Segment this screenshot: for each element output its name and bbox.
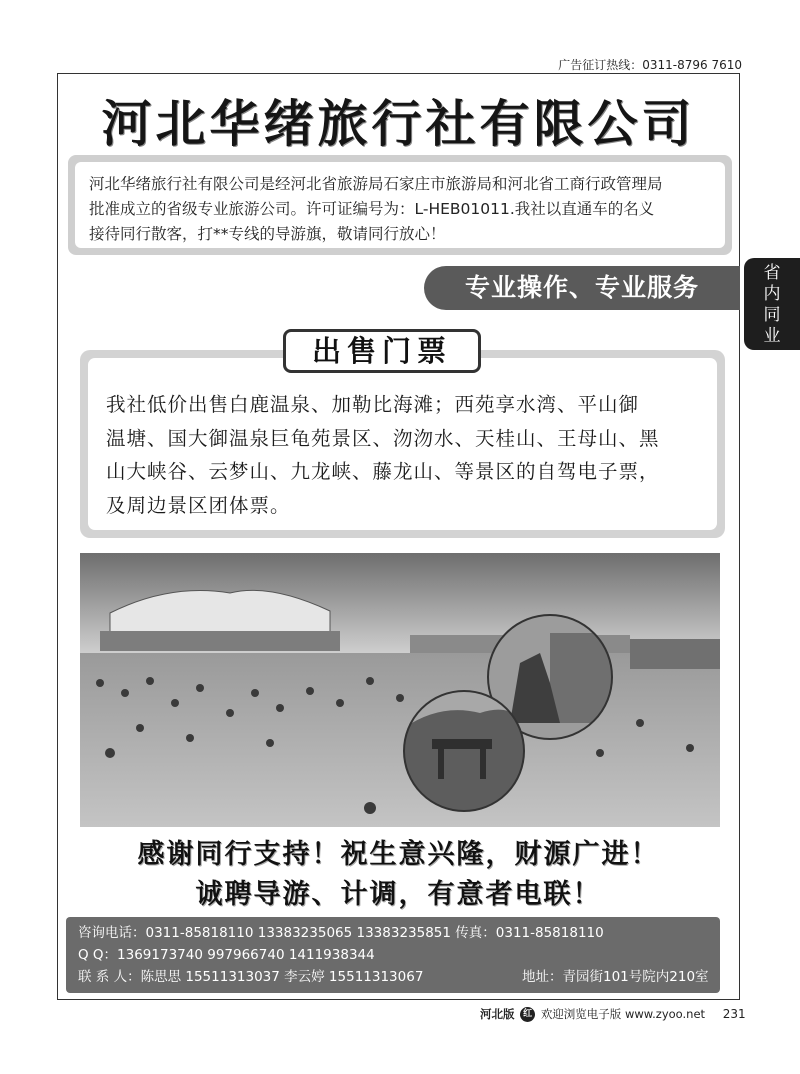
intro-line: 接待同行散客，打**专线的导游旗，敬请同行放心！ — [89, 225, 446, 243]
contact-panel — [66, 917, 720, 993]
ad-hotline: 广告征订热线：0311-8796 7610 — [558, 58, 742, 72]
intro-box — [68, 155, 732, 255]
slogan-banner: 专业操作、专业服务 — [424, 266, 740, 310]
ticket-line: 山大峡谷、云梦山、九龙峡、藤龙山、等景区的自驾电子票， — [106, 460, 660, 483]
recruit-line: 诚聘导游、计调，有意者电联！ — [195, 879, 602, 910]
qq-line: Q Q：1369173740 997966740 1411938344 — [78, 947, 375, 963]
thanks-line: 感谢同行支持！祝生意兴隆，财源广进！ — [137, 839, 660, 870]
phone-line: 咨询电话：0311-85818110 13383235065 13383235851 传真：0311-85818110 — [78, 925, 604, 941]
intro-line: 河北华绪旅行社有限公司是经河北省旅游局石家庄市旅游局和河北省工商行政管理局 — [89, 175, 663, 193]
side-tab-char: 同 — [763, 305, 781, 325]
thanks-message — [57, 835, 740, 915]
intro-text — [75, 162, 725, 248]
side-tab-char: 业 — [763, 326, 781, 346]
contact-row — [78, 966, 708, 988]
ticket-text — [88, 358, 717, 530]
ticket-line: 及周边景区团体票。 — [106, 493, 291, 517]
side-tab-char: 内 — [763, 284, 781, 304]
browse-label: 欢迎浏览电子版 — [540, 1007, 622, 1021]
ticket-line: 我社低价出售白鹿温泉、加勒比海滩；西苑享水湾、平山御 — [106, 393, 640, 416]
section-side-tab — [744, 258, 800, 350]
ticket-line: 温塘、国大御温泉巨龟苑景区、沕沕水、天桂山、王母山、黑 — [106, 426, 660, 450]
ticket-section-title: 出售门票 — [283, 329, 481, 373]
intro-line: 批准成立的省级专业旅游公司。许可证编号为：L-HEB01011.我社以直通车的名义 — [89, 200, 655, 218]
ticket-box — [80, 350, 725, 538]
page-footer — [480, 1006, 746, 1022]
edition-label: 河北版 — [480, 1007, 515, 1021]
water-park-photo — [80, 553, 720, 827]
side-tab-char: 省 — [763, 263, 781, 283]
website-link[interactable]: www.zyoo.net — [624, 1007, 706, 1021]
company-title: 河北华绪旅行社有限公司 — [101, 95, 696, 153]
contact-person: 联 系 人：陈思思 15511313037 李云婷 15511313067 — [78, 969, 424, 985]
red-badge-icon: 红 — [520, 1007, 535, 1022]
page-number: 231 — [722, 1007, 746, 1021]
address: 地址：青园街101号院内210室 — [522, 969, 709, 985]
